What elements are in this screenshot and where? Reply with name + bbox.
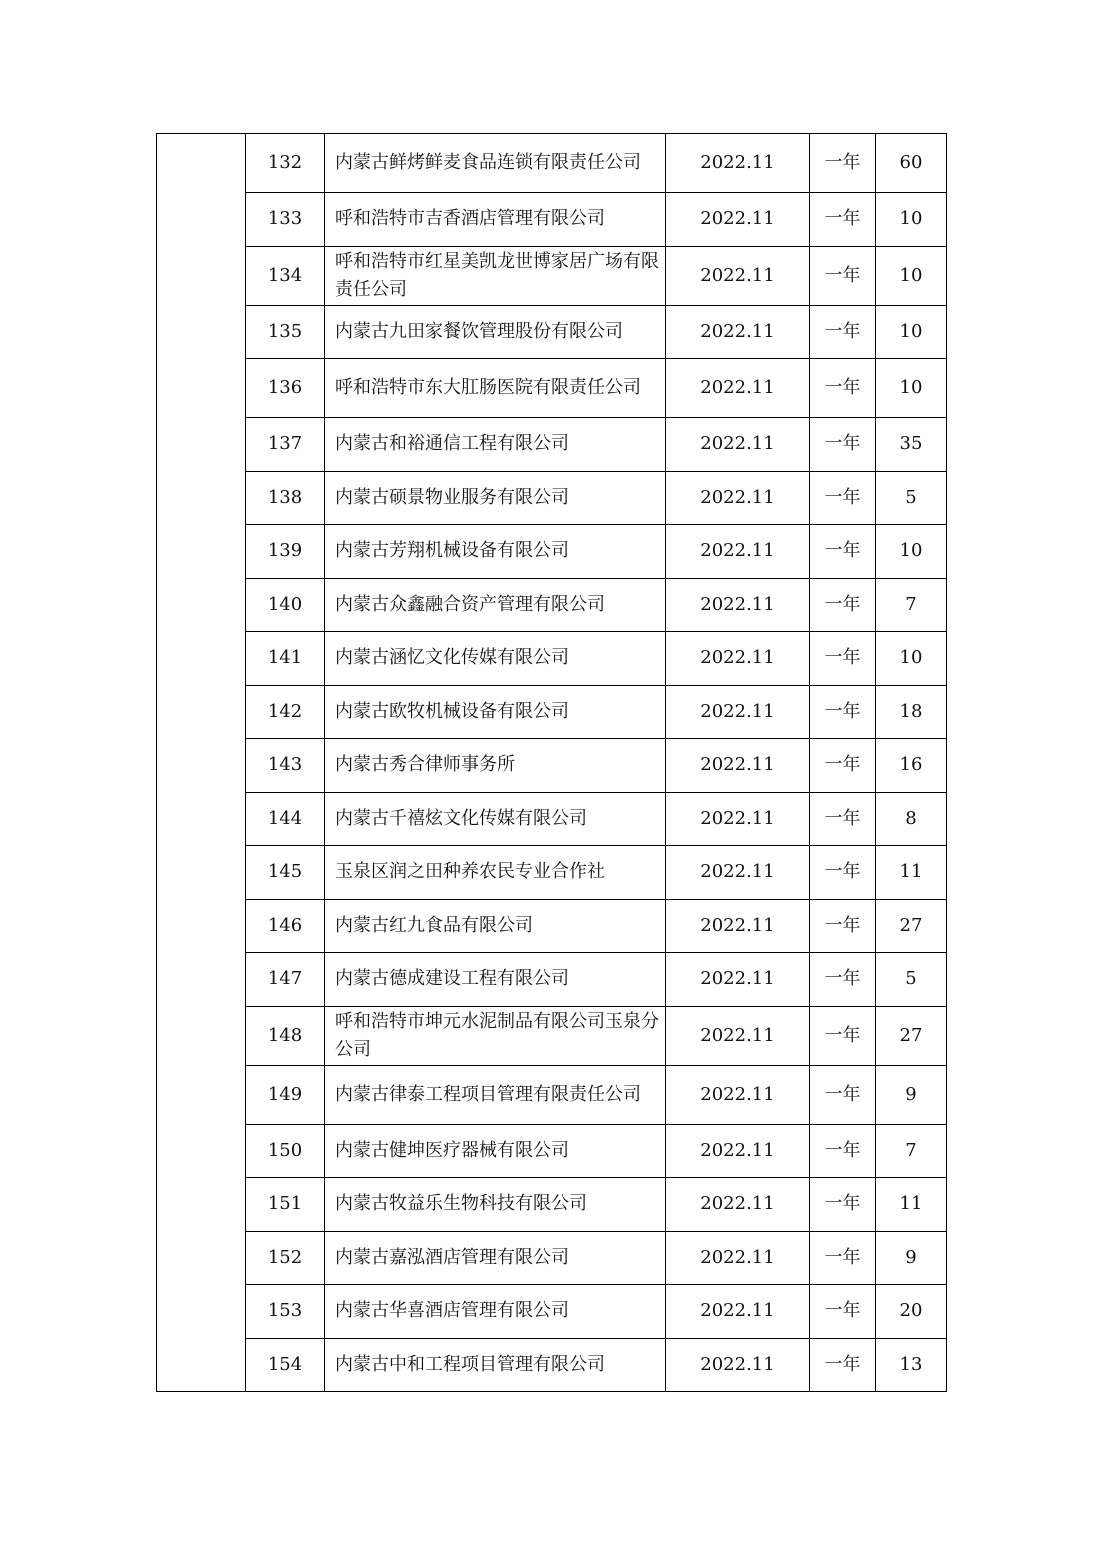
company-name-cell: 内蒙古红九食品有限公司 <box>325 899 666 953</box>
company-name-cell: 内蒙古中和工程项目管理有限公司 <box>325 1338 666 1392</box>
table-row <box>157 1124 947 1178</box>
term-cell: 一年 <box>810 1178 876 1232</box>
date-cell: 2022.11 <box>666 1124 810 1178</box>
term-cell: 一年 <box>810 953 876 1007</box>
row-number-cell: 143 <box>246 739 325 793</box>
count-cell: 13 <box>876 1338 947 1392</box>
date-cell: 2022.11 <box>666 739 810 793</box>
table-row <box>157 899 947 953</box>
date-cell: 2022.11 <box>666 1178 810 1232</box>
company-name-cell: 内蒙古众鑫融合资产管理有限公司 <box>325 578 666 632</box>
company-name-cell: 内蒙古欧牧机械设备有限公司 <box>325 685 666 739</box>
date-cell: 2022.11 <box>666 193 810 247</box>
count-cell: 18 <box>876 685 947 739</box>
date-cell: 2022.11 <box>666 471 810 525</box>
date-cell: 2022.11 <box>666 1006 810 1065</box>
table-row <box>157 1006 947 1065</box>
table-row <box>157 632 947 686</box>
table-row <box>157 134 947 193</box>
row-number-cell: 139 <box>246 525 325 579</box>
row-number-cell: 150 <box>246 1124 325 1178</box>
table-row <box>157 1178 947 1232</box>
row-number-cell: 140 <box>246 578 325 632</box>
company-name-cell: 内蒙古华喜酒店管理有限公司 <box>325 1285 666 1339</box>
row-number-cell: 149 <box>246 1065 325 1124</box>
company-name-cell: 内蒙古芳翔机械设备有限公司 <box>325 525 666 579</box>
term-cell: 一年 <box>810 1006 876 1065</box>
date-cell: 2022.11 <box>666 685 810 739</box>
table-row <box>157 792 947 846</box>
date-cell: 2022.11 <box>666 1231 810 1285</box>
term-cell: 一年 <box>810 418 876 472</box>
term-cell: 一年 <box>810 846 876 900</box>
company-name-cell: 内蒙古律泰工程项目管理有限责任公司 <box>325 1065 666 1124</box>
term-cell: 一年 <box>810 246 876 305</box>
date-cell: 2022.11 <box>666 1285 810 1339</box>
row-number-cell: 135 <box>246 305 325 359</box>
company-name-cell: 呼和浩特市东大肛肠医院有限责任公司 <box>325 359 666 418</box>
table-row <box>157 739 947 793</box>
date-cell: 2022.11 <box>666 899 810 953</box>
count-cell: 10 <box>876 246 947 305</box>
row-number-cell: 152 <box>246 1231 325 1285</box>
count-cell: 11 <box>876 846 947 900</box>
term-cell: 一年 <box>810 305 876 359</box>
company-name-cell: 内蒙古九田家餐饮管理股份有限公司 <box>325 305 666 359</box>
count-cell: 60 <box>876 134 947 193</box>
date-cell: 2022.11 <box>666 525 810 579</box>
row-number-cell: 151 <box>246 1178 325 1232</box>
date-cell: 2022.11 <box>666 1338 810 1392</box>
table-row <box>157 1231 947 1285</box>
date-cell: 2022.11 <box>666 134 810 193</box>
company-name-cell: 内蒙古千禧炫文化传媒有限公司 <box>325 792 666 846</box>
term-cell: 一年 <box>810 525 876 579</box>
enterprise-table <box>156 133 947 1392</box>
table-row <box>157 193 947 247</box>
table-row <box>157 525 947 579</box>
count-cell: 9 <box>876 1065 947 1124</box>
date-cell: 2022.11 <box>666 792 810 846</box>
term-cell: 一年 <box>810 1065 876 1124</box>
company-name-cell: 内蒙古牧益乐生物科技有限公司 <box>325 1178 666 1232</box>
count-cell: 9 <box>876 1231 947 1285</box>
company-name-cell: 内蒙古硕景物业服务有限公司 <box>325 471 666 525</box>
row-number-cell: 145 <box>246 846 325 900</box>
table-row <box>157 1338 947 1392</box>
term-cell: 一年 <box>810 471 876 525</box>
row-number-cell: 148 <box>246 1006 325 1065</box>
count-cell: 20 <box>876 1285 947 1339</box>
count-cell: 10 <box>876 525 947 579</box>
date-cell: 2022.11 <box>666 359 810 418</box>
table-row <box>157 305 947 359</box>
count-cell: 27 <box>876 1006 947 1065</box>
date-cell: 2022.11 <box>666 846 810 900</box>
row-number-cell: 147 <box>246 953 325 1007</box>
row-number-cell: 138 <box>246 471 325 525</box>
date-cell: 2022.11 <box>666 578 810 632</box>
company-name-cell: 呼和浩特市吉香酒店管理有限公司 <box>325 193 666 247</box>
company-name-cell: 呼和浩特市坤元水泥制品有限公司玉泉分公司 <box>325 1006 666 1065</box>
company-name-cell: 内蒙古德成建设工程有限公司 <box>325 953 666 1007</box>
term-cell: 一年 <box>810 1338 876 1392</box>
company-name-cell: 呼和浩特市红星美凯龙世博家居广场有限责任公司 <box>325 246 666 305</box>
term-cell: 一年 <box>810 792 876 846</box>
term-cell: 一年 <box>810 685 876 739</box>
table-row <box>157 418 947 472</box>
company-name-cell: 内蒙古健坤医疗器械有限公司 <box>325 1124 666 1178</box>
count-cell: 7 <box>876 1124 947 1178</box>
table-row <box>157 685 947 739</box>
term-cell: 一年 <box>810 1285 876 1339</box>
merged-category-cell <box>157 134 246 1392</box>
count-cell: 35 <box>876 418 947 472</box>
date-cell: 2022.11 <box>666 632 810 686</box>
date-cell: 2022.11 <box>666 1065 810 1124</box>
term-cell: 一年 <box>810 578 876 632</box>
table-row <box>157 846 947 900</box>
table-body <box>157 134 947 1392</box>
term-cell: 一年 <box>810 899 876 953</box>
count-cell: 10 <box>876 359 947 418</box>
company-name-cell: 内蒙古嘉泓酒店管理有限公司 <box>325 1231 666 1285</box>
row-number-cell: 142 <box>246 685 325 739</box>
count-cell: 11 <box>876 1178 947 1232</box>
term-cell: 一年 <box>810 193 876 247</box>
row-number-cell: 141 <box>246 632 325 686</box>
row-number-cell: 132 <box>246 134 325 193</box>
count-cell: 8 <box>876 792 947 846</box>
term-cell: 一年 <box>810 134 876 193</box>
term-cell: 一年 <box>810 1124 876 1178</box>
date-cell: 2022.11 <box>666 953 810 1007</box>
term-cell: 一年 <box>810 632 876 686</box>
date-cell: 2022.11 <box>666 246 810 305</box>
table-row <box>157 953 947 1007</box>
row-number-cell: 137 <box>246 418 325 472</box>
count-cell: 10 <box>876 305 947 359</box>
count-cell: 5 <box>876 471 947 525</box>
table-row <box>157 246 947 305</box>
table-row <box>157 359 947 418</box>
table-row <box>157 471 947 525</box>
term-cell: 一年 <box>810 1231 876 1285</box>
term-cell: 一年 <box>810 359 876 418</box>
row-number-cell: 154 <box>246 1338 325 1392</box>
table-row <box>157 578 947 632</box>
company-name-cell: 内蒙古和裕通信工程有限公司 <box>325 418 666 472</box>
row-number-cell: 146 <box>246 899 325 953</box>
row-number-cell: 134 <box>246 246 325 305</box>
term-cell: 一年 <box>810 739 876 793</box>
count-cell: 27 <box>876 899 947 953</box>
company-name-cell: 内蒙古鲜烤鲜麦食品连锁有限责任公司 <box>325 134 666 193</box>
count-cell: 10 <box>876 193 947 247</box>
count-cell: 5 <box>876 953 947 1007</box>
table-row <box>157 1065 947 1124</box>
company-name-cell: 玉泉区润之田种养农民专业合作社 <box>325 846 666 900</box>
row-number-cell: 144 <box>246 792 325 846</box>
date-cell: 2022.11 <box>666 418 810 472</box>
company-name-cell: 内蒙古秀合律师事务所 <box>325 739 666 793</box>
row-number-cell: 136 <box>246 359 325 418</box>
row-number-cell: 133 <box>246 193 325 247</box>
count-cell: 16 <box>876 739 947 793</box>
count-cell: 7 <box>876 578 947 632</box>
table-row <box>157 1285 947 1339</box>
company-name-cell: 内蒙古涵忆文化传媒有限公司 <box>325 632 666 686</box>
count-cell: 10 <box>876 632 947 686</box>
row-number-cell: 153 <box>246 1285 325 1339</box>
date-cell: 2022.11 <box>666 305 810 359</box>
